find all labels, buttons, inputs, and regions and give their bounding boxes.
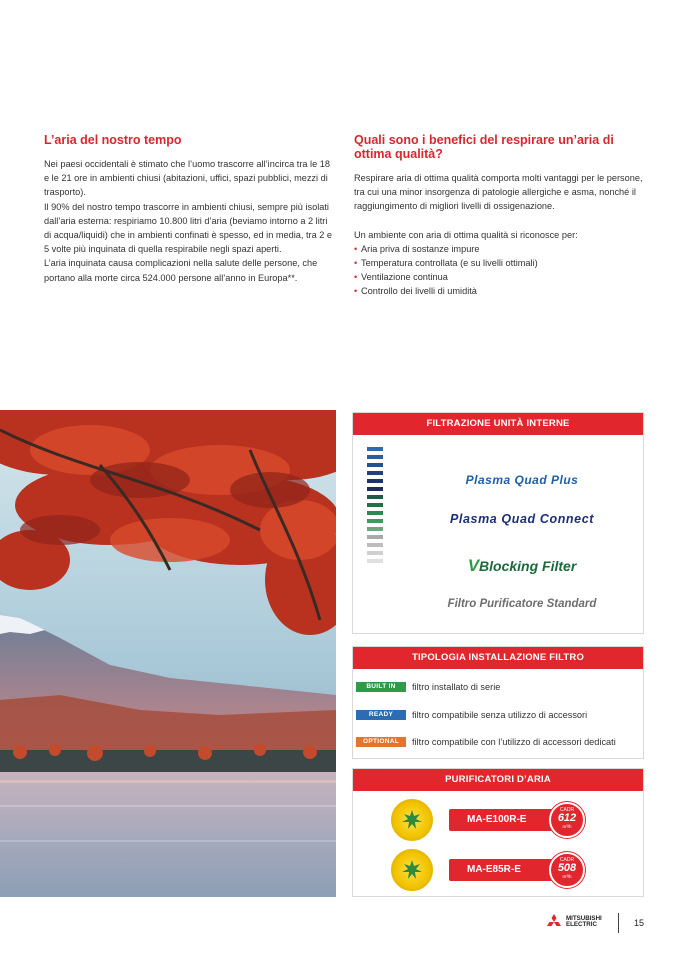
- install-description: filtro compatibile senza utilizzo di accessori: [412, 710, 588, 720]
- list-item: • Ventilazione continua: [354, 270, 644, 284]
- install-row-built-in: [356, 682, 500, 692]
- brand-line: ELECTRIC: [566, 921, 597, 928]
- autumn-lake-photo: [0, 410, 336, 897]
- page-number: 15: [634, 918, 645, 928]
- filtration-scale: [367, 447, 383, 567]
- scale-bar: [367, 503, 383, 507]
- optional-tag: OPTIONAL: [356, 737, 406, 747]
- install-type-panel: [352, 646, 644, 759]
- intro-section-left: [44, 133, 334, 285]
- scale-bar: [367, 455, 383, 459]
- body-text-left: [44, 157, 334, 285]
- scale-bar: [367, 495, 383, 499]
- scale-bar: [367, 551, 383, 555]
- paragraph: Il 90% del nostro tempo trascorre in ambienti chiusi, sempre più isolati dall’aria esterna: respiriamo 10.800 litri d’aria (beviamo intorno a 2 litri di acqua/liquidi) che in ambienti confinati è spesso, ed in media, tra 2 e 5 volte più inquinata di quella respirabile negli spazi aperti.: [44, 201, 333, 255]
- filter-standard: Filtro Purificatore Standard: [447, 598, 597, 610]
- footer-divider: [618, 913, 619, 933]
- install-description: filtro compatibile con l’utilizzo di accessori dedicati: [412, 737, 616, 747]
- panel-title: TIPOLOGIA INSTALLAZIONE FILTRO: [353, 647, 643, 669]
- list-intro: Un ambiente con aria di ottima qualità si riconosce per:: [354, 229, 578, 240]
- filter-blocking: VBlocking Filter: [467, 556, 577, 575]
- scale-bar: [367, 519, 383, 523]
- paragraph: L’aria inquinata causa complicazioni nella salute delle persone, che portano alla morte circa 524.000 persone all’anno in Europa**.: [44, 258, 318, 283]
- v-check-icon: V: [467, 556, 480, 575]
- landscape-illustration: [0, 410, 336, 897]
- list-item: • Controllo dei livelli di umidità: [354, 284, 644, 298]
- ready-tag: READY: [356, 710, 406, 720]
- paragraph: Respirare aria di ottima qualità comporta molti vantaggi per le persone, tra cui una minor insorgenza di patologie allergiche e asma, nonché il raggiungimento di migliori livelli di ossigenazione.: [354, 173, 643, 212]
- install-row-ready: [356, 710, 587, 720]
- benefits-list: [354, 242, 644, 299]
- scale-bar: [367, 463, 383, 467]
- model-label: MA-E100R-E: [449, 809, 579, 831]
- three-diamonds-icon: [545, 914, 563, 930]
- purifier-panel: [352, 768, 644, 897]
- list-item: • Aria priva di sostanze impure: [354, 242, 644, 256]
- list-item: • Temperatura controllata (e su livelli ottimali): [354, 256, 644, 270]
- scale-bar: [367, 487, 383, 491]
- filter-plasma-quad-plus: Plasma Quad Plus: [465, 473, 579, 487]
- filter-plasma-quad-connect: Plasma Quad Connect: [449, 512, 595, 526]
- body-text-right: [354, 171, 644, 299]
- cadr-badge: CADR 508 m³/h: [549, 852, 585, 888]
- scale-bar: [367, 479, 383, 483]
- allergy-seal-icon: [391, 799, 433, 841]
- install-description: filtro installato di serie: [412, 682, 501, 692]
- scale-bar: [367, 447, 383, 451]
- section-heading-left: L’aria del nostro tempo: [44, 133, 182, 147]
- benefits-section: [354, 133, 644, 299]
- model-label: MA-E85R-E: [449, 859, 579, 881]
- scale-bar: [367, 543, 383, 547]
- scale-bar: [367, 527, 383, 531]
- scale-bar: [367, 559, 383, 563]
- brand-line: MITSUBISHI: [566, 914, 602, 922]
- section-heading-right: Quali sono i benefici del respirare un’aria di ottima qualità?: [354, 133, 614, 161]
- install-row-optional: [356, 737, 616, 747]
- scale-bar: [367, 511, 383, 515]
- scale-bar: [367, 471, 383, 475]
- panel-title: PURIFICATORI D’ARIA: [353, 769, 643, 791]
- panel-title: FILTRAZIONE UNITÀ INTERNE: [353, 413, 643, 435]
- built-in-tag: BUILT IN: [356, 682, 406, 692]
- scale-bar: [367, 535, 383, 539]
- paragraph: Nei paesi occidentali è stimato che l’uomo trascorre all’incirca tra le 18 e le 21 ore in ambienti chiusi (abitazioni, uffici, spazi pubblici, mezzi di trasporto).: [44, 159, 330, 198]
- allergy-seal-icon: [391, 849, 433, 891]
- filtration-panel: [352, 412, 644, 634]
- cadr-badge: CADR 612 m³/h: [549, 802, 585, 838]
- mitsubishi-logo: [545, 914, 602, 930]
